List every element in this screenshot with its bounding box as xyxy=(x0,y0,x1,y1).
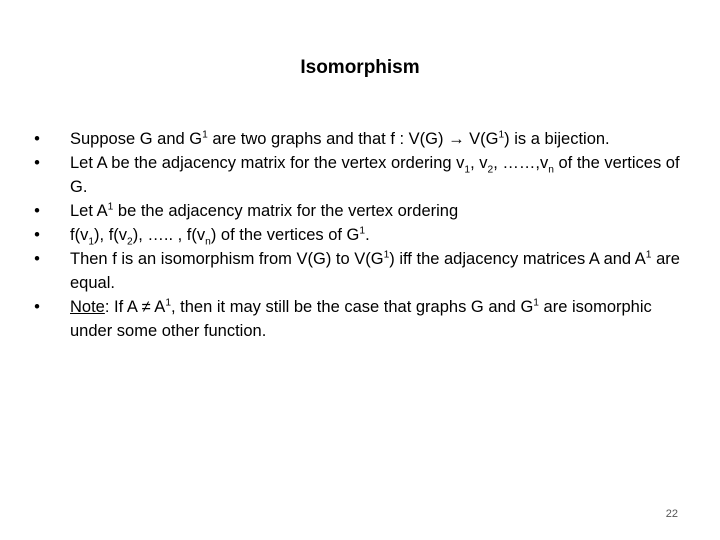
bullet-item xyxy=(30,223,690,247)
bullet-dot-icon: • xyxy=(34,130,40,148)
page-number: 22 xyxy=(665,508,678,520)
bullet-list xyxy=(30,127,690,343)
bullet-dot-icon: • xyxy=(34,154,40,172)
not-equal-icon: ≠ xyxy=(141,298,151,316)
bullet-item xyxy=(30,151,690,199)
bullet-item xyxy=(30,199,690,223)
bullet-text: Let A be the adjacency matrix for the vertex ordering $v_1$, $v_2$, $\dots\dots,v_n$ of the vertices of G. xyxy=(70,154,680,196)
bullet-text: Let $A^1$ be the adjacency matrix for the vertex ordering xyxy=(70,201,459,220)
bullet-item xyxy=(30,247,690,295)
bullet-text: Suppose G and $G^1$ are two graphs and that f : $V(G) \to V(G^1)$ is a bijection. xyxy=(70,129,610,148)
bullet-item xyxy=(30,295,690,343)
bullet-dot-icon: • xyxy=(34,250,40,268)
bullet-item xyxy=(30,127,690,151)
right-arrow-icon: → xyxy=(448,130,465,148)
bullet-dot-icon: • xyxy=(34,298,40,316)
bullet-text: Note: If $A \ne A^1$, then it may still be the case that graphs G and $G^1$ are isomorphic under some other function. xyxy=(70,297,652,340)
bullet-text: $f(v_1)$, $f(v_2)$, ….. , $f(v_n)$ of the vertices of $G^1$. xyxy=(70,225,370,248)
bullet-dot-icon: • xyxy=(34,226,40,244)
bullet-dot-icon: • xyxy=(34,202,40,220)
bullet-text: Then f is an isomorphism from V(G) to $V(G^1)$ iff the adjacency matrices A and $A^1$ are equal. xyxy=(70,249,680,292)
note-label: Note xyxy=(70,298,105,316)
slide-title: Isomorphism xyxy=(300,57,420,78)
